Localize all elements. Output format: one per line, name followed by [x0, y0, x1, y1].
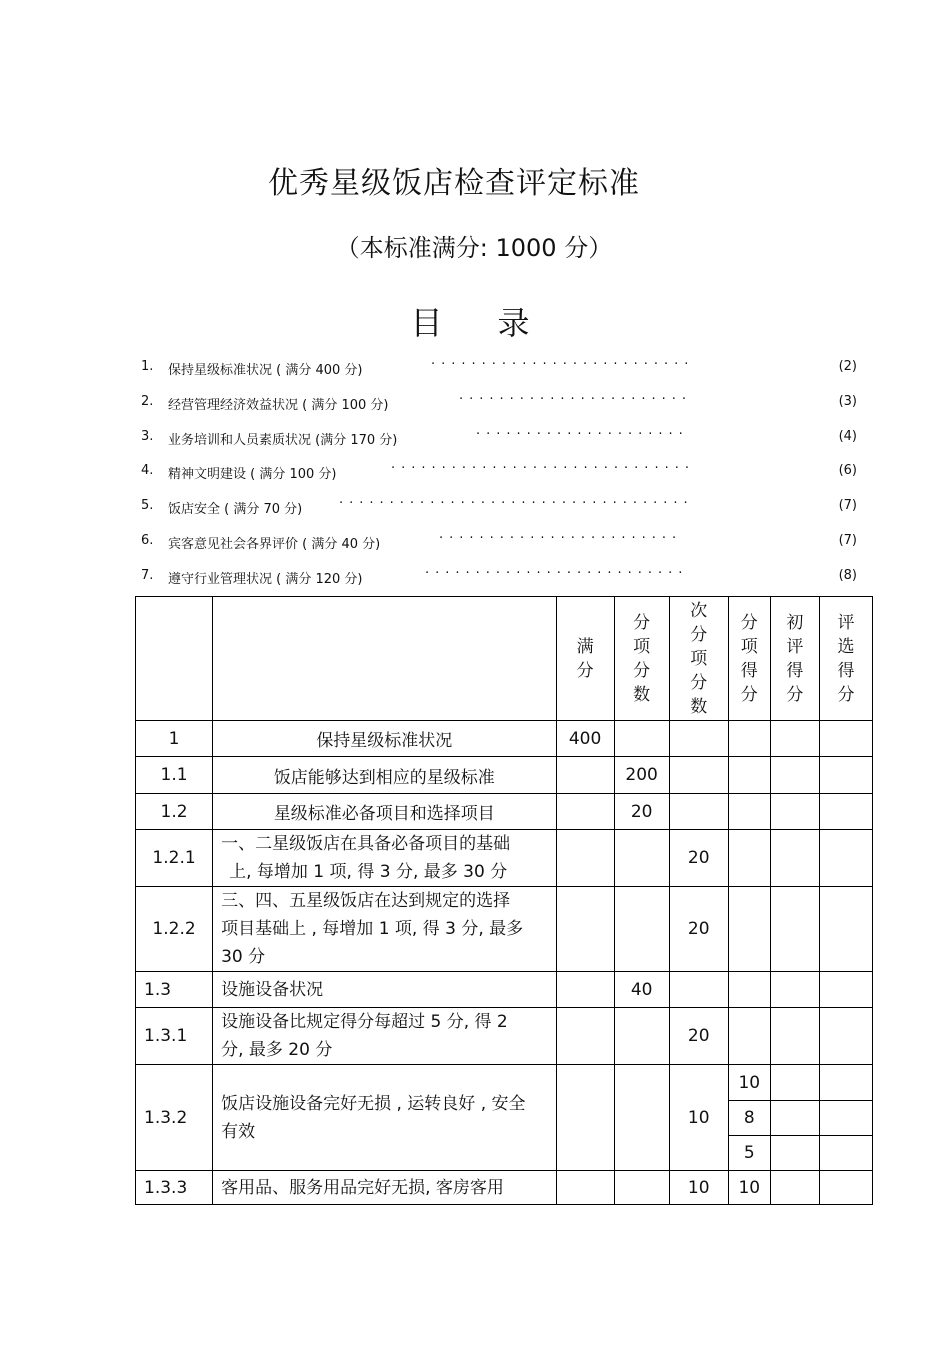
empty-cell	[614, 721, 669, 757]
toc-text: 遵守行业管理状况 ( 满分 120 分)	[168, 571, 363, 587]
toc-item[interactable]	[141, 529, 861, 564]
row-id: 1.3.1	[136, 1008, 213, 1065]
toc-page: (4)	[838, 428, 857, 444]
table-row	[136, 721, 873, 757]
toc-item[interactable]	[141, 355, 861, 390]
toc-text: 保持星级标准状况 ( 满分 400 分)	[168, 363, 363, 378]
row-id: 1.2	[136, 794, 213, 830]
empty-cell	[770, 794, 819, 830]
row-id: 1	[136, 721, 213, 757]
empty-cell	[819, 1171, 872, 1205]
row-id: 1.1	[136, 757, 213, 794]
item-score-cell: 5	[728, 1136, 770, 1171]
empty-cell	[770, 1171, 819, 1205]
sub-score-cell: 20	[614, 794, 669, 830]
table-of-contents	[141, 355, 861, 599]
toc-text: 业务培训和人员素质状况 (满分 170 分)	[168, 432, 398, 448]
row-text: 星级标准必备项目和选择项目	[213, 794, 556, 830]
table-row	[136, 972, 873, 1008]
empty-cell	[770, 1008, 819, 1065]
row-id: 1.2.2	[136, 887, 213, 972]
row-text: 饭店设施设备完好无损 , 运转良好 , 安全 有效	[213, 1065, 556, 1171]
header-item	[213, 597, 556, 721]
toc-number: 3.	[141, 428, 154, 444]
empty-cell	[556, 794, 614, 830]
empty-cell	[819, 794, 872, 830]
empty-cell	[819, 1008, 872, 1065]
empty-cell	[770, 757, 819, 794]
empty-cell	[614, 1008, 669, 1065]
empty-cell	[669, 972, 728, 1008]
empty-cell	[770, 887, 819, 972]
item-score-cell: 10	[728, 1065, 770, 1101]
row-id: 1.3.2	[136, 1065, 213, 1171]
toc-leader: ························	[439, 530, 683, 546]
empty-cell	[669, 794, 728, 830]
empty-cell	[556, 887, 614, 972]
toc-number: 1.	[141, 359, 154, 374]
row-text: 一、二星级饭店在具备必备项目的基础 上, 每增加 1 项, 得 3 分, 最多 30 分	[213, 830, 556, 887]
empty-cell	[819, 757, 872, 794]
toc-page: (3)	[838, 393, 857, 409]
toc-number: 2.	[141, 393, 154, 409]
subsub-score-cell: 20	[669, 1008, 728, 1065]
toc-number: 5.	[141, 498, 154, 514]
toc-text: 饭店安全 ( 满分 70 分)	[168, 502, 303, 518]
toc-leader: ·····················	[476, 426, 689, 442]
toc-page: (8)	[838, 567, 857, 583]
row-text: 保持星级标准状况	[213, 721, 556, 757]
empty-cell	[556, 972, 614, 1008]
toc-page: (2)	[838, 359, 857, 374]
item-score-cell: 10	[728, 1171, 770, 1205]
header-row	[136, 597, 873, 721]
toc-item[interactable]	[141, 390, 861, 425]
table-row	[136, 1008, 873, 1065]
toc-page: (7)	[838, 498, 857, 514]
empty-cell	[614, 1171, 669, 1205]
toc-text: 经营管理经济效益状况 ( 满分 100 分)	[168, 397, 389, 413]
empty-cell	[728, 757, 770, 794]
empty-cell	[770, 721, 819, 757]
row-text: 饭店能够达到相应的星级标准	[213, 757, 556, 794]
empty-cell	[728, 721, 770, 757]
table-row	[136, 794, 873, 830]
toc-number: 7.	[141, 567, 154, 583]
empty-cell	[556, 1065, 614, 1171]
row-id: 1.3.3	[136, 1171, 213, 1205]
scoring-table	[135, 596, 873, 1205]
table-row	[136, 1065, 873, 1101]
empty-cell	[819, 721, 872, 757]
header-id	[136, 597, 213, 721]
row-text: 三、四、五星级饭店在达到规定的选择 项目基础上 , 每增加 1 项, 得 3 分, 最多 30 分	[213, 887, 556, 972]
empty-cell	[770, 972, 819, 1008]
empty-cell	[669, 721, 728, 757]
subsub-score-cell: 10	[669, 1171, 728, 1205]
header-subsub-score: 次 分 项 分 数	[669, 597, 728, 721]
empty-cell	[819, 887, 872, 972]
toc-page: (6)	[838, 463, 857, 479]
toc-number: 6.	[141, 532, 154, 548]
empty-cell	[556, 1171, 614, 1205]
toc-item[interactable]	[141, 494, 861, 529]
toc-text: 精神文明建设 ( 满分 100 分)	[168, 467, 337, 483]
document-subtitle: （本标准满分: 1000 分）	[335, 234, 613, 262]
row-text: 客用品、服务用品完好无损, 客房客用	[213, 1171, 556, 1205]
empty-cell	[770, 1136, 819, 1171]
document-title: 优秀星级饭店检查评定标准	[268, 166, 640, 201]
item-score-cell: 8	[728, 1101, 770, 1136]
toc-leader: ······························	[391, 461, 695, 477]
empty-cell	[556, 1008, 614, 1065]
header-final-score: 评 选 得 分	[819, 597, 872, 721]
empty-cell	[728, 794, 770, 830]
empty-cell	[556, 757, 614, 794]
empty-cell	[728, 1008, 770, 1065]
row-id: 1.2.1	[136, 830, 213, 887]
table-row	[136, 830, 873, 887]
empty-cell	[614, 830, 669, 887]
toc-page: (7)	[838, 532, 857, 548]
empty-cell	[770, 1065, 819, 1101]
subsub-score-cell: 20	[669, 830, 728, 887]
table-row	[136, 887, 873, 972]
toc-heading: 目录	[410, 304, 585, 342]
toc-leader: ··························	[431, 357, 695, 372]
toc-item[interactable]	[141, 459, 861, 494]
toc-leader: ·······················	[459, 391, 693, 407]
subsub-score-cell: 20	[669, 887, 728, 972]
toc-leader: ···································	[339, 496, 694, 512]
row-text: 设施设备状况	[213, 972, 556, 1008]
empty-cell	[819, 972, 872, 1008]
empty-cell	[819, 1065, 872, 1101]
toc-number: 4.	[141, 463, 154, 479]
sub-score-cell: 200	[614, 757, 669, 794]
empty-cell	[770, 830, 819, 887]
empty-cell	[614, 1065, 669, 1171]
header-initial-score: 初 评 得 分	[770, 597, 819, 721]
subsub-score-cell: 10	[669, 1065, 728, 1171]
sub-score-cell: 40	[614, 972, 669, 1008]
table-row	[136, 1171, 873, 1205]
empty-cell	[669, 757, 728, 794]
row-id: 1.3	[136, 972, 213, 1008]
empty-cell	[770, 1101, 819, 1136]
header-sub-score: 分 项 分 数	[614, 597, 669, 721]
empty-cell	[819, 1136, 872, 1171]
empty-cell	[614, 887, 669, 972]
empty-cell	[728, 830, 770, 887]
toc-leader: ··························	[425, 565, 689, 581]
header-item-score: 分 项 得 分	[728, 597, 770, 721]
toc-item[interactable]	[141, 425, 861, 460]
toc-text: 宾客意见社会各界评价 ( 满分 40 分)	[168, 536, 381, 552]
empty-cell	[728, 972, 770, 1008]
header-full-score: 满 分	[556, 597, 614, 721]
empty-cell	[556, 830, 614, 887]
empty-cell	[819, 830, 872, 887]
empty-cell	[819, 1101, 872, 1136]
full-score-cell: 400	[556, 721, 614, 757]
toc-item[interactable]	[141, 564, 861, 599]
empty-cell	[728, 887, 770, 972]
row-text: 设施设备比规定得分每超过 5 分, 得 2 分, 最多 20 分	[213, 1008, 556, 1065]
table-row	[136, 757, 873, 794]
